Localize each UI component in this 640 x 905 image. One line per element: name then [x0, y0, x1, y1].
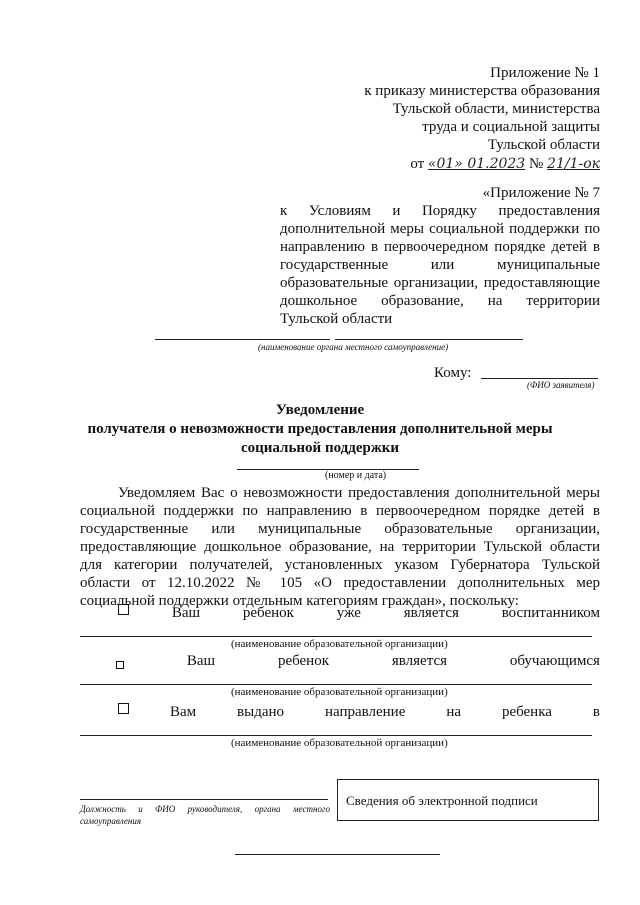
org-name-line — [80, 636, 592, 637]
appendix7-line: Тульской области — [280, 311, 393, 327]
appendix7-line: дополнительной меры социальной поддержки по — [280, 221, 600, 237]
body-line: области от 12.10.2022 № 105 «О предоставлении дополнительных мер — [80, 575, 600, 591]
body-line: Уведомляем Вас о невозможности предоставления дополнительной меры — [118, 485, 600, 501]
e-signature-box — [337, 779, 599, 821]
org-caption: (наименование образовательной организации) — [231, 686, 448, 698]
number-date-caption: (номер и дата) — [325, 470, 387, 481]
official-caption-line: Должность и ФИО руководителя, органа местного — [80, 804, 330, 814]
option-row — [116, 652, 600, 673]
bottom-line — [235, 854, 440, 855]
title-line: получателя о невозможности предоставления дополнительной меры — [87, 421, 553, 437]
appendix7-title: «Приложение № 7 — [482, 185, 600, 201]
option-word: ребенка — [501, 704, 552, 720]
header-line: Тульской области — [487, 137, 600, 153]
title-line: Уведомление — [275, 402, 365, 418]
appendix7-line: образовательные организации, предоставляющие — [280, 275, 600, 291]
authority-line — [155, 339, 330, 340]
title-line: социальной поддержки — [240, 440, 399, 456]
option-word: воспитанником — [501, 605, 600, 621]
official-signature-line — [80, 799, 328, 800]
org-caption: (наименование образовательной организации) — [231, 638, 448, 650]
body-line: социальной поддержки отдельным категориям граждан», поскольку: — [80, 593, 519, 609]
body-paragraph — [80, 484, 600, 610]
org-name-line — [80, 735, 592, 736]
option-row — [118, 604, 600, 622]
option-word: Ваш — [171, 605, 201, 621]
official-caption — [80, 803, 330, 827]
option-word: на — [446, 704, 461, 720]
checkbox[interactable] — [116, 661, 124, 669]
appendix-header — [280, 64, 600, 173]
option-word: Вам — [169, 704, 197, 720]
header-line: к приказу министерства образования — [364, 83, 600, 99]
option-word: выдано — [237, 704, 285, 720]
option-word: является — [403, 605, 459, 621]
authority-line — [335, 339, 523, 340]
option-word: Ваш — [186, 653, 216, 669]
option-row — [118, 703, 600, 721]
appendix7-line: направлению в первоочередном порядке детей в — [280, 239, 600, 255]
org-caption: (наименование образовательной организации) — [231, 737, 448, 749]
order-number-label: № — [528, 156, 544, 172]
e-signature-label: Сведения об электронной подписи — [346, 793, 538, 808]
applicant-line — [481, 378, 598, 379]
body-line: для категории получателей, установленных указом Губернатора Тульской — [80, 557, 600, 573]
option-word: в — [592, 704, 600, 720]
appendix7-line: государственные или муниципальные — [280, 257, 600, 273]
checkbox[interactable] — [118, 604, 129, 615]
body-line: предоставляющие дошкольное образование, на территории Тульской области — [80, 539, 600, 555]
applicant-caption: (ФИО заявителя) — [527, 380, 595, 390]
notice-title — [40, 401, 600, 458]
checkbox[interactable] — [118, 703, 129, 714]
option-word: уже — [336, 605, 361, 621]
header-line: труда и социальной защиты — [422, 119, 600, 135]
header-line: Тульской области, министерства — [392, 101, 600, 117]
official-caption-line: самоуправления — [80, 816, 142, 826]
appendix7-text — [280, 202, 600, 328]
org-name-line — [80, 684, 592, 685]
option-word: обучающимся — [509, 653, 600, 669]
appendix7-line: дошкольное образование, на территории — [280, 293, 600, 309]
order-reference — [280, 155, 600, 173]
appendix-title: Приложение № 1 — [490, 65, 600, 81]
authority-caption: (наименование органа местного самоуправление) — [258, 342, 449, 352]
to-label: Кому: — [434, 365, 472, 381]
body-line: государственные или муниципальные образовательные организации, — [80, 521, 600, 537]
option-word: ребенок — [242, 605, 294, 621]
order-number: 21/1-ок — [547, 156, 600, 172]
option-word: ребенок — [277, 653, 330, 669]
option-word: направление — [324, 704, 406, 720]
body-line: социальной поддержки по направлению в первоочередном порядке детей в — [80, 503, 600, 519]
order-date: «01» 01.2023 — [427, 156, 526, 172]
order-from-label: от — [410, 156, 425, 172]
option-word: является — [391, 653, 447, 669]
appendix7-line: к Условиям и Порядку предоставления — [280, 203, 600, 219]
